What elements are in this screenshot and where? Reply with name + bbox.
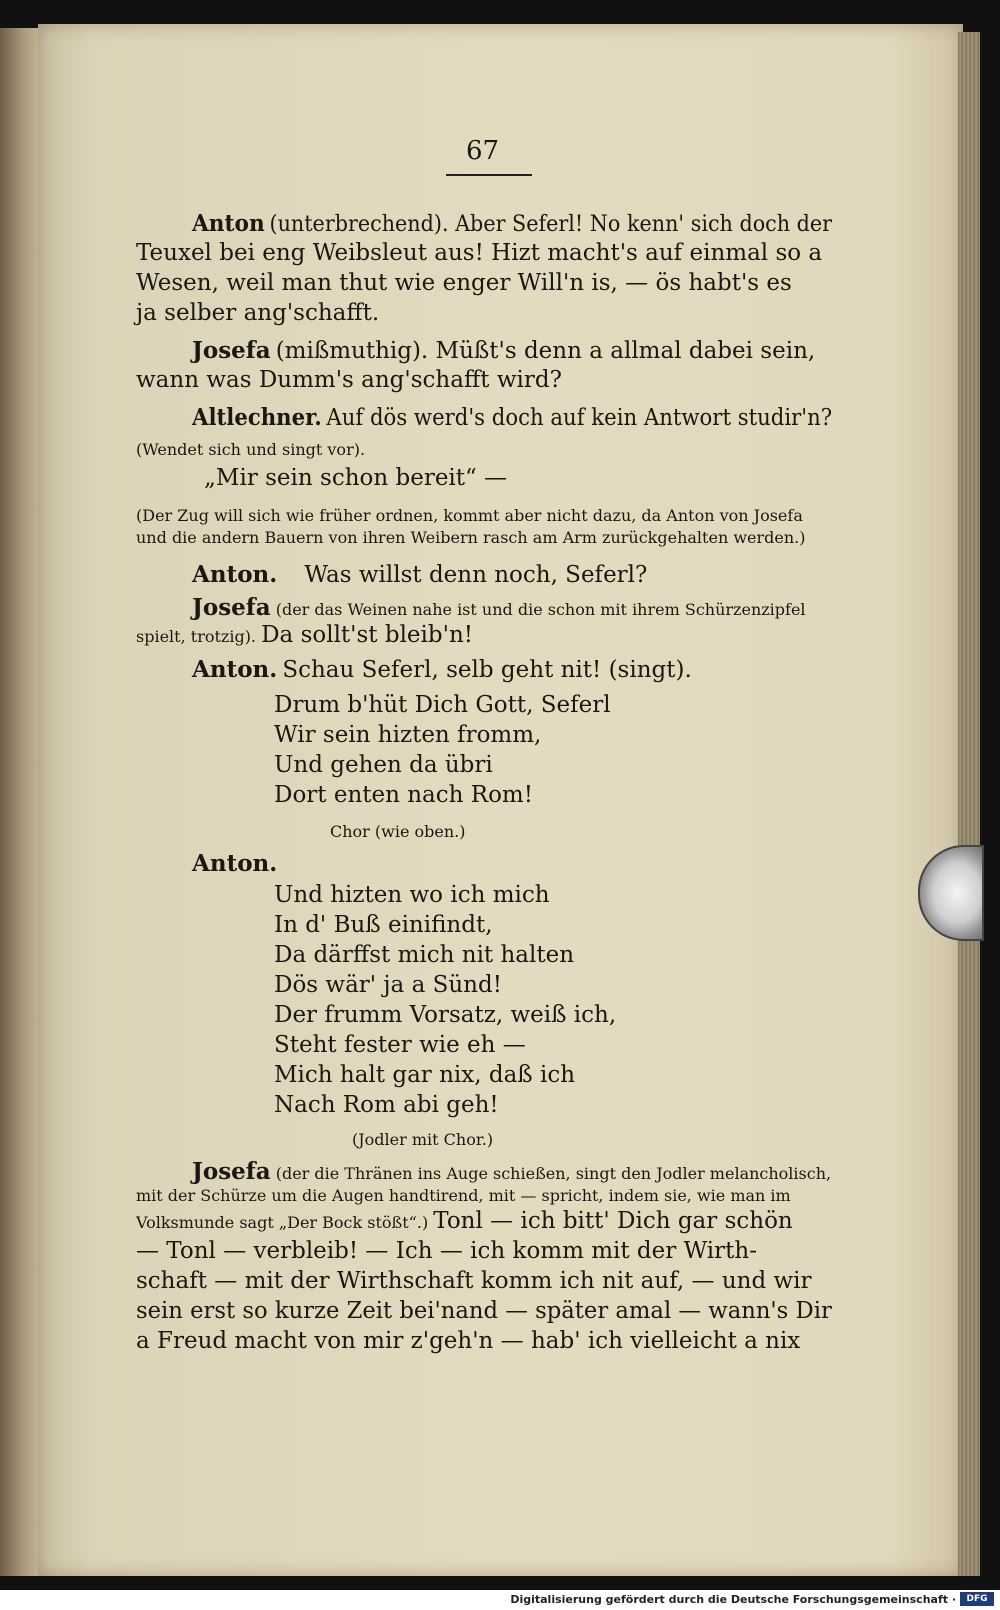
stage-direction: (Der Zug will sich wie früher ordnen, kommt aber nicht dazu, da Anton von Josefa	[136, 506, 803, 525]
speech-josefa-2	[192, 594, 806, 621]
speech-josefa-3-cont	[136, 1208, 793, 1234]
stage-direction: mit der Schürze um die Augen handtirend, mit — spricht, indem sie, wie man im	[136, 1186, 791, 1205]
stage-direction: spielt, trotzig).	[136, 627, 257, 646]
text-line: schaft — mit der Wirthschaft komm ich nit auf, — und wir	[136, 1268, 812, 1294]
text-line: wann was Dumm's ang'schafft wird?	[136, 367, 562, 393]
left-page-edge	[0, 28, 38, 1576]
text-line: Teuxel bei eng Weibsleut aus! Hizt macht's auf einmal so a	[136, 240, 823, 266]
text-line: (mißmuthig). Müßt's denn a allmal dabei sein,	[275, 338, 816, 364]
speech-josefa-1	[192, 337, 815, 364]
page-stack-edge	[958, 32, 980, 1576]
verse-line: Und gehen da übri	[274, 752, 493, 778]
funding-note: Digitalisierung gefördert durch die Deutsche Forschungsgemeinschaft ·	[510, 1593, 956, 1606]
verse-line: Mich halt gar nix, daß ich	[274, 1062, 576, 1088]
speaker-name: Anton.	[192, 850, 278, 877]
speaker-name: Josefa	[192, 1158, 271, 1185]
page-number: 67	[466, 136, 500, 166]
verse-line: Der frumm Vorsatz, weiß ich,	[274, 1002, 617, 1028]
verse-line: Und hizten wo ich mich	[274, 882, 550, 908]
text-line: Schau Seferl, selb geht nit! (singt).	[282, 657, 692, 683]
speaker-name: Josefa	[192, 337, 271, 364]
text-line: a Freud macht von mir z'geh'n — hab' ich vielleicht a nix	[136, 1328, 801, 1354]
speech-josefa-3	[192, 1158, 831, 1185]
dfg-logo: DFG	[960, 1592, 994, 1606]
speech-anton-1	[192, 210, 832, 237]
text-line: Tonl — ich bitt' Dich gar schön	[433, 1208, 793, 1234]
verse-line: Drum b'hüt Dich Gott, Seferl	[274, 692, 611, 718]
speech-josefa-2-cont	[136, 622, 473, 648]
speaker-name: Anton.	[192, 656, 278, 683]
speech-anton-2	[192, 561, 647, 588]
text-line: — Tonl — verbleib! — Ich — ich komm mit der Wirth-	[136, 1238, 757, 1264]
stage-direction: (der das Weinen nahe ist und die schon mit ihrem Schürzenzipfel	[275, 600, 806, 619]
song-quote: „Mir sein schon bereit“ —	[204, 465, 508, 491]
speaker-name: Anton.	[192, 561, 278, 588]
stage-direction: Volksmunde sagt „Der Bock stößt“.)	[136, 1213, 429, 1232]
text-line: (unterbrechend). Aber Seferl! No kenn' sich doch der	[269, 212, 833, 237]
verse-line: Wir sein hizten fromm,	[274, 722, 542, 748]
stage-direction: Chor (wie oben.)	[330, 822, 466, 841]
page-number-rule	[446, 174, 532, 176]
verse-line: In d' Buß einifindt,	[274, 912, 493, 938]
verse-line: Dort enten nach Rom!	[274, 782, 533, 808]
stage-direction: (Jodler mit Chor.)	[352, 1130, 494, 1149]
stage-direction: und die andern Bauern von ihren Weibern rasch am Arm zurückgehalten werden.)	[136, 528, 806, 547]
text-line: Da sollt'st bleib'n!	[261, 622, 474, 648]
stage-direction: (Wendet sich und singt vor).	[136, 440, 366, 459]
text-line: Was willst denn noch, Seferl?	[304, 562, 648, 588]
speaker-name: Josefa	[192, 594, 271, 621]
verse-line: Dös wär' ja a Sünd!	[274, 972, 502, 998]
speech-anton-3	[192, 656, 692, 683]
text-line: sein erst so kurze Zeit bei'nand — später amal — wann's Dir	[136, 1298, 832, 1324]
stage-direction: (der die Thränen ins Auge schießen, singt den Jodler melancholisch,	[275, 1164, 832, 1183]
speaker-name: Altlechner.	[192, 404, 322, 431]
speaker-name: Anton	[192, 210, 265, 237]
text-line: ja selber ang'schafft.	[136, 300, 380, 326]
text-line: Auf dös werd's doch auf kein Antwort studir'n?	[326, 405, 833, 431]
verse-line: Steht fester wie eh —	[274, 1032, 526, 1058]
verse-line: Da därffst mich nit halten	[274, 942, 575, 968]
speech-altlechner	[192, 404, 832, 431]
text-line: Wesen, weil man thut wie enger Will'n is, — ös habt's es	[136, 270, 792, 296]
verse-line: Nach Rom abi geh!	[274, 1092, 499, 1118]
